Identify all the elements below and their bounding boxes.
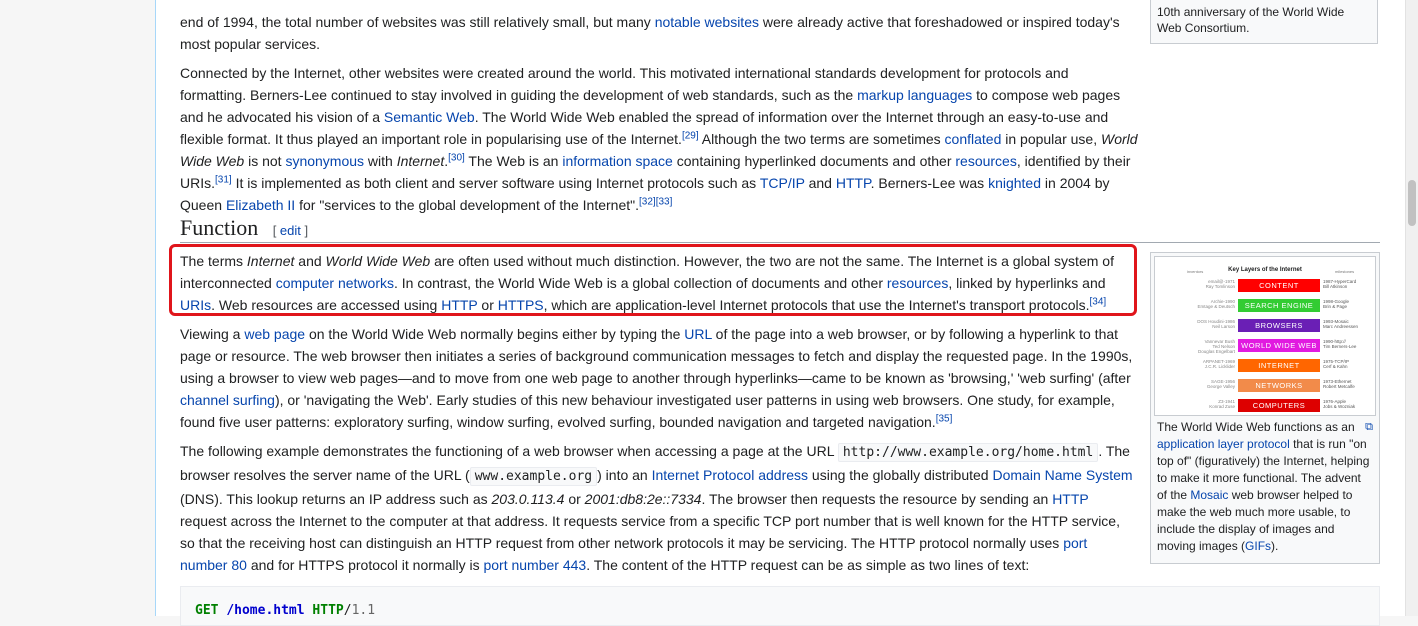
text-run: , which are application-level Internet protocols that use the Internet's transport protocols. (543, 297, 1090, 313)
text-run: . In contrast, the World Wide Web is a global collection of documents and other (394, 275, 887, 291)
text-run: using the globally distributed (808, 467, 993, 483)
section-heading (180, 212, 1380, 243)
article-content (155, 0, 1406, 616)
text-run: Viewing a (180, 326, 245, 342)
text-run: , linked by hyperlinks and (948, 275, 1106, 291)
text-run: . The browser resolves the server name of the URL ( (180, 443, 1130, 483)
diagram-title: Key Layers of the Internet (1228, 267, 1302, 273)
text-run: were already active that foreshadowed or inspired today's most popular services. (180, 14, 1120, 52)
text-run: . The World Wide Web enabled the spread of information over the Internet through an easy-to-use and flexible format. It thus played an important role in popularising use of the Internet. (180, 109, 1109, 147)
code-version: 1.1 (351, 603, 376, 618)
diagram-row (1155, 339, 1375, 354)
text-run: or (477, 297, 498, 313)
emphasis-text: 2001:db8:2e::7334 (584, 491, 702, 507)
section-title: Function (180, 215, 259, 240)
citation-link[interactable]: [34] (1089, 296, 1107, 308)
emphasis-text: Internet (396, 153, 445, 169)
text-run: in popular use, (1001, 131, 1101, 147)
paragraph-text (180, 11, 1138, 55)
text-run: The Web is an (464, 153, 563, 169)
diagram-row-milestone: 1993-Mosaic Marc Andreessen (1323, 319, 1359, 329)
inline-code: www.example.org (470, 467, 597, 486)
diagram-row-inventor: email@-1971 Ray Tomlinson (1205, 279, 1235, 289)
text-run: ) into an (597, 467, 652, 483)
text-run: The terms (180, 253, 247, 269)
inline-link[interactable]: markup languages (857, 87, 973, 103)
inline-link[interactable]: Elizabeth II (225, 197, 296, 213)
paragraph-4 (180, 440, 1138, 576)
emphasis-text: World Wide Web (325, 253, 431, 269)
inline-link[interactable]: resources (955, 153, 1017, 169)
diagram-row-inventor: Archie-1990 Emtage & Deutsch (1197, 299, 1235, 309)
text-run: and (294, 253, 326, 269)
diagram-row-layer: BROWSERS (1238, 319, 1320, 332)
diagram-header-right: milestones (1335, 269, 1355, 274)
text-run: and (804, 175, 836, 191)
emphasis-text: World Wide Web (180, 131, 1138, 169)
caption-text-4: ). (1271, 539, 1279, 553)
caption-text-2: that is run "on top of" (figuratively) the Internet, helping to make it more functional. The advent of the (1157, 437, 1370, 502)
text-run: The following example demonstrates the functioning of a web browser when accessing a page at the URL (180, 443, 838, 459)
diagram-row-inventor: DOS Houdini-1986 Neil Larson (1197, 319, 1235, 329)
diagram-row-milestone: 1987-HyperCard Bill Atkinson (1323, 279, 1357, 289)
paragraph-text (180, 62, 1138, 216)
inline-link[interactable]: HTTP (835, 175, 871, 191)
inline-code: http://www.example.org/home.html (838, 443, 1098, 462)
figure-thumbnail (1150, 252, 1380, 564)
emphasis-text: 203.0.113.4 (491, 491, 565, 507)
scrollbar-thumb[interactable] (1408, 180, 1416, 226)
diagram-row-inventor: Z3-1941 Konrad Zuse (1209, 399, 1235, 409)
text-run: ), or 'navigating the Web'. Early studies of this new behaviour investigated user patterns in using web browsers. One study, for example, found five user patterns: exploratory surfing, window surfing, evolved surfing, bounded navigation and targeted navigation. (180, 392, 1115, 430)
paragraph-text (180, 323, 1138, 433)
edit-link[interactable]: edit (279, 223, 301, 238)
citation-link[interactable]: [29] (681, 130, 699, 142)
text-run: to compose web pages and he advocated his vision of a (180, 87, 1121, 125)
top-thumb-caption (1150, 0, 1378, 44)
text-run: Connected by the Internet, other websites were created around the world. This motivated international standards development for protocols and formatting. Berners-Lee continued to stay involved in guiding the development of web standards, such as the (180, 65, 1069, 103)
magnify-icon[interactable]: ⧉ (1365, 421, 1373, 433)
code-proto: HTTP (312, 603, 344, 618)
diagram-row-layer: COMPUTERS (1238, 399, 1320, 412)
text-run: in 2004 by Queen (180, 175, 1110, 213)
inline-link[interactable]: port number 443 (483, 557, 587, 573)
diagram-row (1155, 359, 1375, 374)
edit-section: [ edit ] (272, 223, 309, 238)
scrollbar[interactable] (1405, 0, 1418, 616)
diagram-row-milestone: 1990-http:// Tim Berners-Lee (1323, 339, 1357, 349)
text-run: is not (244, 153, 286, 169)
diagram-row-layer: SEARCH ENGINE (1238, 299, 1320, 312)
text-run: . The browser then requests the resource by sending an (701, 491, 1053, 507)
inline-link[interactable]: knighted (988, 175, 1042, 191)
text-run: request across the Internet to the computer at that address. It requests service from a specific TCP port number that is well known for the HTTP service, so that the receiving host can distinguish an HTTP request from other network protocols it may be servicing. The HTTP protocol normally uses (180, 513, 1120, 551)
caption-link-mosaic[interactable]: Mosaic (1190, 488, 1229, 502)
inline-link[interactable]: URL (684, 326, 712, 342)
caption-text-3: web browser helped to make the web much more usable, to include the display of images and moving images ( (1157, 488, 1353, 553)
inline-link[interactable]: URIs (180, 297, 212, 313)
text-run: of the page into a web browser, or by following a hyperlink to that page or resource. The web browser then initiates a series of background communication messages to fetch and display the requested page. In the 1990s, using a browser to view web pages—and to move from one web page to another through hyperlinks—came to be known as 'browsing,' 'web surfing' (after (180, 326, 1133, 386)
inline-link[interactable]: computer networks (275, 275, 395, 291)
inline-link[interactable]: TCP/IP (759, 175, 805, 191)
paragraph-text (180, 440, 1138, 576)
diagram-row-milestone: 1973-Ethernet Robert Metcalfe (1323, 379, 1355, 389)
paragraph-3 (180, 323, 1138, 433)
diagram-row (1155, 319, 1375, 334)
text-run: It is implemented as both client and server software using Internet protocols such as (231, 175, 760, 191)
diagram-header-left: inventors (1187, 269, 1204, 274)
text-run: . Web resources are accessed using (211, 297, 442, 313)
highlight-box (169, 244, 1137, 316)
citation-link[interactable]: [30] (448, 152, 465, 164)
code-slash: / (343, 603, 352, 618)
caption-link-gifs[interactable]: GIFs (1245, 539, 1272, 553)
paragraph-0 (180, 11, 1138, 55)
top-thumb-caption-text: 10th anniversary of the World Wide Web Consortium. (1157, 5, 1345, 35)
text-run: . Berners-Lee was (870, 175, 989, 191)
diagram-row-milestone: 1998-Google Brin & Page (1323, 299, 1350, 309)
inline-link[interactable]: HTTP (441, 297, 478, 313)
text-run: for "services to the global development of the Internet". (295, 197, 640, 213)
citation-link[interactable]: [32] (639, 196, 656, 208)
inline-link[interactable]: HTTPS (497, 297, 544, 313)
citation-link[interactable]: [33] (655, 196, 673, 208)
diagram-row-layer: WORLD WIDE WEB (1238, 339, 1320, 352)
code-method: GET (195, 603, 219, 618)
diagram-row-inventor: ARPANET-1969 J.C.R. Licklider (1202, 359, 1235, 369)
text-run: on the World Wide Web normally begins either by typing the (305, 326, 685, 342)
diagram-row (1155, 299, 1375, 314)
text-run: and for HTTPS protocol it normally is (246, 557, 484, 573)
diagram-row-layer: CONTENT (1238, 279, 1320, 292)
text-run: end of 1994, the total number of websites was still relatively small, but many (180, 14, 655, 30)
diagram-row-milestone: 1976-Apple Jobs & Wozniak (1323, 399, 1356, 409)
internet-layers-diagram[interactable] (1154, 256, 1376, 416)
inline-link[interactable]: resources (886, 275, 949, 291)
inline-link[interactable]: information space (562, 153, 673, 169)
diagram-row (1155, 279, 1375, 294)
figure-caption (1157, 419, 1373, 555)
inline-link[interactable]: Internet Protocol address (651, 467, 809, 483)
text-run: . The content of the HTTP request can be as simple as two lines of text: (586, 557, 1030, 573)
diagram-row-inventor: Vannevar Bush Ted Nelson Douglas Engelbart (1197, 339, 1235, 354)
inline-link[interactable]: port number 80 (180, 535, 1088, 573)
inline-link[interactable]: conflated (944, 131, 1002, 147)
inline-link[interactable]: synonymous (285, 153, 365, 169)
text-run: Although the two terms are sometimes (698, 131, 945, 147)
text-run: . (444, 153, 449, 169)
inline-link[interactable]: channel surfing (180, 392, 275, 408)
text-run: with (364, 153, 397, 169)
inline-link[interactable]: Semantic Web (383, 109, 475, 125)
diagram-row-inventor: SAGE-1956 George Valley (1206, 379, 1235, 389)
inline-link[interactable]: notable websites (654, 14, 759, 30)
diagram-row-milestone: 1975-TCP/IP Cerf & Kahn (1323, 359, 1350, 369)
diagram-row (1155, 399, 1375, 414)
text-run: are often used without much distinction. However, the two are not the same. The Internet is a global system of interconnected (180, 253, 1114, 291)
inline-link[interactable]: web page (244, 326, 306, 342)
diagram-row-layer: NETWORKS (1238, 379, 1320, 392)
caption-link-app-layer[interactable]: application layer protocol (1157, 437, 1290, 451)
text-run: or (564, 491, 585, 507)
citation-link[interactable]: [31] (215, 174, 232, 186)
text-run: containing hyperlinked documents and other (672, 153, 956, 169)
caption-text-1: The World Wide Web functions as an (1157, 420, 1355, 434)
emphasis-text: Internet (246, 253, 295, 269)
diagram-row (1155, 379, 1375, 394)
code-path: /home.html (226, 603, 305, 618)
code-block (180, 586, 1380, 626)
citation-link[interactable]: [35] (935, 413, 953, 425)
diagram-row-layer: INTERNET (1238, 359, 1320, 372)
text-run: , identified by their URIs. (180, 153, 1131, 191)
inline-link[interactable]: HTTP (1052, 491, 1089, 507)
text-run: (DNS). This lookup returns an IP address such as (180, 491, 492, 507)
inline-link[interactable]: Domain Name System (992, 467, 1133, 483)
paragraph-1 (180, 62, 1138, 216)
